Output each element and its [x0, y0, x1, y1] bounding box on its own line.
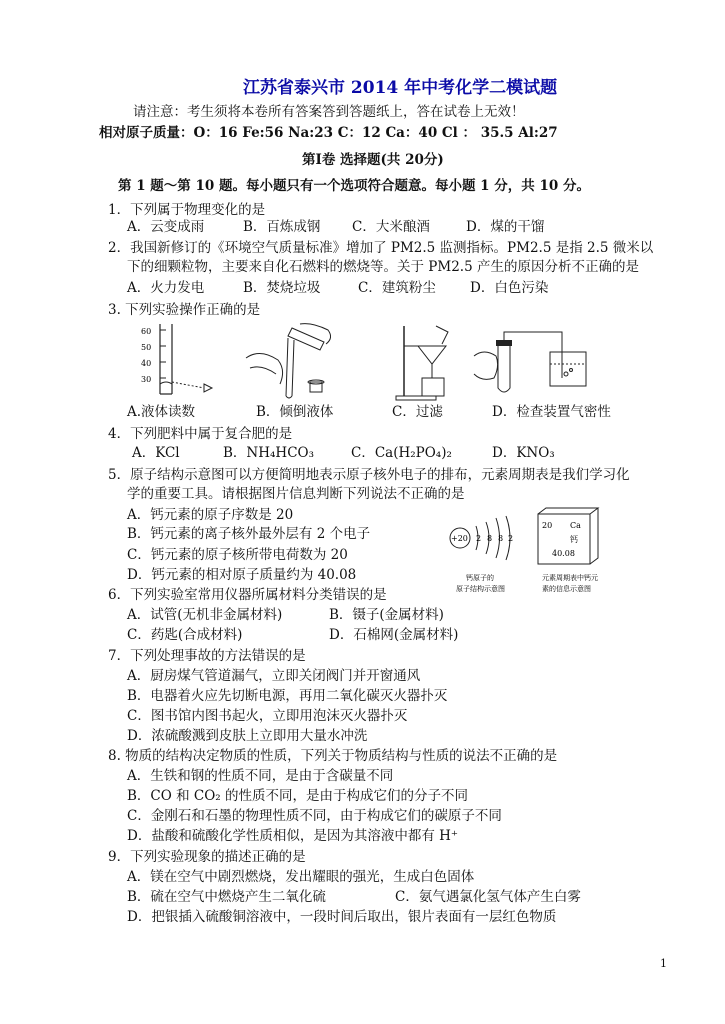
- shell-label: 8: [487, 534, 493, 543]
- q4-option-a: A．KCl: [132, 445, 180, 461]
- liquid-reading-figure: [138, 320, 218, 400]
- q6-option-d: D．石棉网(金属材料): [329, 627, 459, 643]
- q4-option-b: B．NH₄HCO₃: [223, 445, 314, 461]
- q8-option-d: D．盐酸和硫酸化学性质相似，是因为其溶液中都有 H⁺: [127, 828, 459, 844]
- q9-option-d: D．把银插入硫酸铜溶液中，一段时间后取出，银片表面有一层红色物质: [127, 909, 557, 925]
- q6-stem: 6．下列实验室常用仪器所属材料分类错误的是: [108, 587, 387, 603]
- q4-stem: 4．下列肥料中属于复合肥的是: [108, 426, 293, 442]
- q3-option-d: D．检查装置气密性: [492, 404, 611, 420]
- q2-option-d: D．白色污染: [470, 280, 549, 296]
- section-title: 第Ⅰ卷 选择题(共 20分): [302, 152, 444, 168]
- q9-option-a: A．镁在空气中剧烈燃烧，发出耀眼的强光，生成白色固体: [127, 869, 475, 885]
- tick-label: 40: [141, 359, 152, 368]
- q8-stem: 8. 物质的结构决定物质的性质，下列关于物质结构与性质的说法不正确的是: [108, 748, 558, 764]
- q7-option-a: A．厨房煤气管道漏气，立即关闭阀门并开窗通风: [127, 668, 421, 684]
- q7-stem: 7．下列处理事故的方法错误的是: [108, 648, 306, 664]
- q2-stem: 2．我国新修订的《环境空气质量标准》增加了 PM2.5 监测指标。PM2.5 是指 2.5 微米以: [108, 240, 654, 256]
- q5-option-d: D．钙元素的相对原子质量约为 40.08: [127, 567, 357, 583]
- tick-label: 50: [141, 343, 152, 352]
- atomic-number: 20: [542, 521, 553, 530]
- q5-option-b: B．钙元素的离子核外最外层有 2 个电子: [127, 526, 371, 542]
- q1-option-b: B．百炼成钢: [243, 219, 321, 235]
- filtration-figure: [392, 322, 462, 402]
- q3-option-b: B．倾倒液体: [256, 404, 334, 420]
- q3-option-a: A.液体读数: [127, 404, 196, 420]
- page-number: 1: [660, 957, 667, 970]
- airtightness-check-figure: [470, 326, 600, 400]
- q9-stem: 9．下列实验现象的描述正确的是: [108, 849, 306, 865]
- q2-option-c: C．建筑粉尘: [358, 280, 436, 296]
- q6-option-c: C．药匙(合成材料): [127, 627, 243, 643]
- q1-stem: 1．下列属于物理变化的是: [108, 202, 266, 218]
- tick-label: 30: [141, 375, 152, 384]
- element-symbol: Ca: [570, 521, 581, 530]
- q3-stem: 3. 下列实验操作正确的是: [108, 302, 261, 318]
- caption-label: 元素周期表中钙元: [542, 574, 598, 582]
- q5-option-c: C．钙元素的原子核所带电荷数为 20: [127, 547, 348, 563]
- q2-stem-cont: 下的细颗粒物，主要来自化石燃料的燃烧等。关于 PM2.5 产生的原因分析不正确的是: [127, 259, 639, 275]
- shell-label: 8: [498, 534, 504, 543]
- shell-label: 2: [476, 534, 482, 543]
- q5-stem: 5．原子结构示意图可以方便简明地表示原子核外电子的排布，元素周期表是我们学习化: [108, 467, 630, 483]
- q8-option-b: B．CO 和 CO₂ 的性质不同，是由于构成它们的分子不同: [127, 788, 468, 804]
- q8-option-a: A．生铁和钢的性质不同，是由于含碳量不同: [127, 768, 394, 784]
- caption-label: 素的信息示意图: [542, 585, 591, 593]
- shell-label: 2: [508, 534, 514, 543]
- calcium-figure: [446, 506, 616, 598]
- tick-label: 60: [141, 327, 152, 336]
- q7-option-b: B．电器着火应先切断电源，再用二氧化碳灭火器扑灭: [127, 688, 448, 704]
- element-name: 钙: [570, 535, 578, 544]
- q6-option-b: B．镊子(金属材料): [329, 607, 444, 623]
- notice-text: 请注意：考生须将本卷所有答案答到答题纸上，答在试卷上无效！: [133, 104, 525, 120]
- q9-option-b: B．硫在空气中燃烧产生二氧化硫: [127, 889, 326, 905]
- q2-option-a: A．火力发电: [127, 280, 205, 296]
- q7-option-c: C．图书馆内图书起火，立即用泡沫灭火器扑灭: [127, 708, 408, 724]
- q1-option-c: C．大米酿酒: [352, 219, 430, 235]
- q4-option-c: C．Ca(H₂PO₄)₂: [351, 445, 452, 461]
- q5-option-a: A．钙元素的原子序数是 20: [127, 507, 294, 523]
- q1-option-a: A．云变成雨: [127, 219, 205, 235]
- pouring-liquid-figure: [240, 318, 336, 402]
- q5-stem-cont: 学的重要工具。请根据图片信息判断下列说法不正确的是: [127, 486, 465, 502]
- nucleus-label: +20: [451, 534, 468, 543]
- q1-option-d: D．煤的干馏: [466, 219, 545, 235]
- q7-option-d: D．浓硫酸溅到皮肤上立即用大量水冲洗: [127, 728, 368, 744]
- atomic-mass-line: 相对原子质量：O：16 Fe:56 Na:23 C：12 Ca：40 Cl ： 35.5 Al:27: [99, 125, 558, 141]
- relative-mass: 40.08: [552, 549, 575, 558]
- doc-title: 江苏省泰兴市 2014 年中考化学二模试题: [243, 78, 558, 98]
- q6-option-a: A．试管(无机非金属材料): [127, 607, 283, 623]
- q3-option-c: C．过滤: [392, 404, 443, 420]
- q8-option-c: C．金刚石和石墨的物理性质不同，由于构成它们的碳原子不同: [127, 808, 502, 824]
- instruction-text: 第 1 题～第 10 题。每小题只有一个选项符合题意。每小题 1 分，共 10 分。: [118, 178, 590, 194]
- q4-option-d: D．KNO₃: [492, 445, 555, 461]
- caption-label: 钙原子的: [466, 574, 494, 582]
- q2-option-b: B．焚烧垃圾: [243, 280, 321, 296]
- q9-option-c: C．氨气遇氯化氢气体产生白雾: [395, 889, 581, 905]
- caption-label: 原子结构示意图: [456, 585, 505, 593]
